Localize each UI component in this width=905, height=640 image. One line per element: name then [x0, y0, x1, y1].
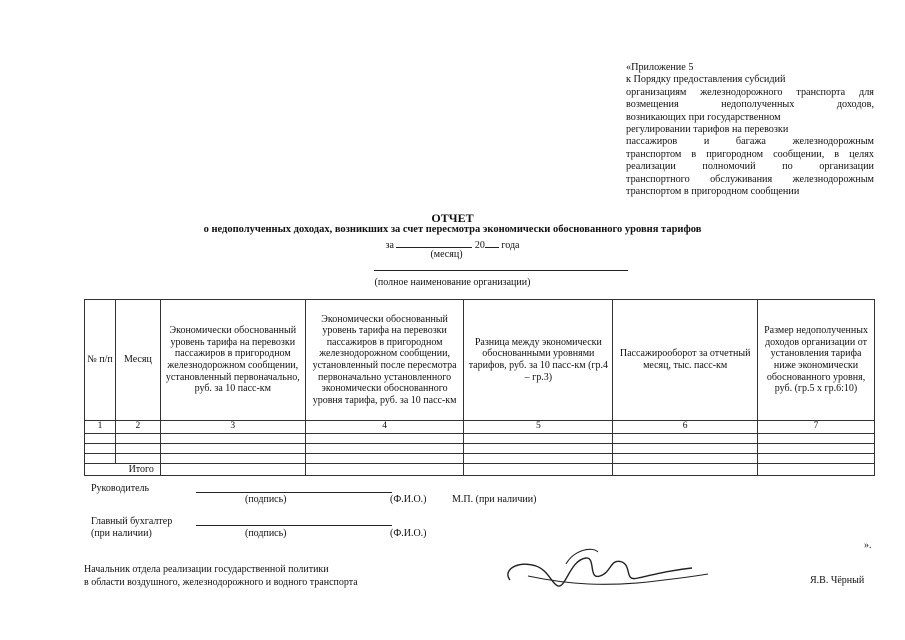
table-cell [613, 433, 758, 443]
column-number: 3 [160, 421, 305, 434]
table-cell [464, 443, 613, 453]
period-prefix: за [385, 240, 394, 251]
table-cell [160, 453, 305, 463]
total-row [85, 463, 875, 476]
table-cell [613, 453, 758, 463]
appendix-line: к Порядку предоставления субсидий [626, 74, 786, 86]
table-cell [115, 453, 160, 463]
table-row [85, 443, 875, 453]
appendix-line: организациям железнодорожного транспорта для [626, 86, 874, 98]
year-blank [485, 237, 499, 248]
appendix-line: реализации полномочий по организации [626, 161, 874, 173]
official-name: Я.В. Чёрный [810, 575, 865, 586]
month-caption-text: (месяц) [430, 249, 463, 260]
official-line-2: в области воздушного, железнодорожного и водного транспорта [84, 577, 358, 588]
stamp-caption: М.П. (при наличии) [452, 494, 537, 505]
month-caption [0, 249, 905, 260]
table-cell [464, 453, 613, 463]
table-cell [464, 433, 613, 443]
period-year: 20 [474, 240, 485, 251]
header-cell: Размер недополученных доходов организации от установления тарифа ниже экономически обоснованного уровня, руб. (гр.5 х гр.6:10) [758, 300, 875, 421]
org-name-line [374, 270, 628, 271]
table-cell [160, 433, 305, 443]
header-cell: № п/п [85, 300, 116, 421]
table-cell [758, 453, 875, 463]
header-cell: Пассажирооборот за отчетный месяц, тыс. пасс-км [613, 300, 758, 421]
accountant-name-caption: (Ф.И.О.) [390, 528, 427, 539]
column-number: 7 [758, 421, 875, 434]
official-line-1: Начальник отдела реализации государственной политики [84, 564, 329, 575]
table-cell [85, 433, 116, 443]
accountant-sub: (при наличии) [91, 528, 152, 539]
total-label: Итого [85, 463, 161, 476]
table-cell [613, 443, 758, 453]
table-cell [305, 433, 464, 443]
closing-mark: ». [864, 540, 872, 551]
table-cell [758, 433, 875, 443]
accountant-signature-line [196, 525, 392, 526]
accountant-signature-caption: (подпись) [245, 528, 287, 539]
table-cell [758, 463, 875, 476]
table-cell [115, 443, 160, 453]
appendix-line: пассажиров и багажа железнодорожным [626, 136, 874, 148]
table-cell [305, 453, 464, 463]
appendix-block [626, 62, 874, 198]
table-row [85, 453, 875, 463]
table-header-row [85, 300, 875, 421]
report-title: ОТЧЕТ [431, 211, 474, 225]
appendix-line: транспортом в пригородном сообщении [626, 186, 800, 198]
head-label: Руководитель [91, 483, 150, 494]
column-number-row [85, 421, 875, 434]
table-cell [464, 463, 613, 476]
header-cell: Разница между экономически обоснованными уровнями тарифов, руб. за 10 пасс-км (гр.4 – гр.3) [464, 300, 613, 421]
table-cell [613, 463, 758, 476]
head-signature-caption: (подпись) [245, 494, 287, 505]
appendix-line: возникающих при государственном [626, 111, 781, 123]
column-number: 1 [85, 421, 116, 434]
accountant-label: Главный бухгалтер [91, 516, 173, 527]
handwritten-signature-icon [496, 540, 712, 598]
appendix-line: транспортного обслуживания железнодорожным [626, 173, 874, 185]
report-table [84, 299, 875, 476]
column-number: 4 [305, 421, 464, 434]
report-subtitle: о недополученных доходах, возникших за счет пересмотра экономически обоснованного уровня тарифов [203, 224, 702, 235]
month-blank [396, 237, 472, 248]
appendix-line: «Приложение 5 [626, 62, 694, 73]
appendix-line: транспортом в пригородном сообщении, в целях [626, 148, 874, 160]
head-signature-line [196, 492, 392, 493]
appendix-line: регулировании тарифов на перевозки [626, 124, 789, 136]
table-cell [85, 453, 116, 463]
column-number: 5 [464, 421, 613, 434]
column-number: 2 [115, 421, 160, 434]
table-cell [305, 443, 464, 453]
appendix-line: возмещения недополученных доходов, [626, 99, 874, 111]
table-cell [85, 443, 116, 453]
header-cell: Экономически обоснованный уровень тарифа на перевозки пассажиров в пригородном железнодорожном сообщении, установленный после пересмотра первоначально установленного экономически обоснованного уровня тарифа, руб. за 10 пасс-км [305, 300, 464, 421]
head-name-caption: (Ф.И.О.) [390, 494, 427, 505]
table-cell [160, 443, 305, 453]
header-cell: Экономически обоснованный уровень тарифа на перевозки пассажиров в пригородном железнодорожном сообщении, установленный первоначально, руб. за 10 пасс-км [160, 300, 305, 421]
table-cell [115, 433, 160, 443]
header-cell: Месяц [115, 300, 160, 421]
table-cell [758, 443, 875, 453]
period-suffix: года [501, 240, 520, 251]
table-cell [305, 463, 464, 476]
column-number: 6 [613, 421, 758, 434]
table-row [85, 433, 875, 443]
org-caption: (полное наименование организации) [374, 277, 531, 288]
table-cell [160, 463, 305, 476]
